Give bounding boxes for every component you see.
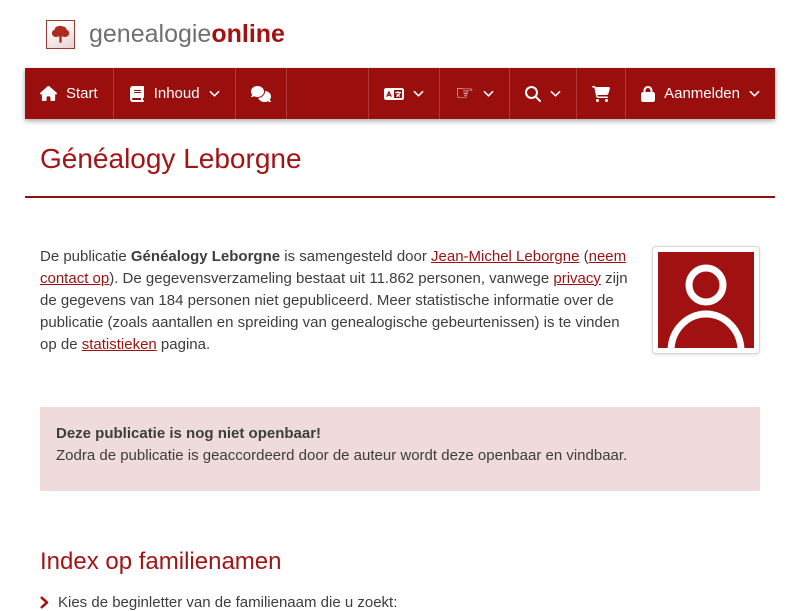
intro-text-segment: is samengesteld door — [280, 247, 432, 265]
brand-name — [89, 20, 285, 49]
not-public-notice — [40, 407, 760, 491]
title-divider — [25, 196, 775, 198]
brand-logo-link[interactable] — [46, 20, 285, 49]
book-icon — [129, 86, 145, 102]
intro-text-segment: De publicatie — [40, 247, 131, 265]
author-link[interactable]: Jean-Michel Leborgne — [431, 247, 580, 265]
surname-index-heading: Index op familienamen — [40, 547, 282, 575]
brand-name-gray: genealogie — [89, 19, 212, 48]
nav-aanmelden-label: Aanmelden — [664, 85, 740, 102]
main-nav — [25, 68, 775, 119]
nav-shop[interactable] — [576, 68, 625, 119]
brand-name-red: online — [211, 19, 285, 48]
surname-index-prompt-text: Kies de beginletter van de familienaam die u zoekt: — [58, 594, 398, 611]
nav-inhoud-label: Inhoud — [153, 85, 200, 102]
chevron-down-icon — [209, 90, 220, 98]
intro-text-segment: pagina. — [156, 335, 211, 353]
person-icon — [658, 252, 754, 348]
chevron-down-icon — [413, 90, 424, 98]
privacy-link[interactable]: privacy — [553, 269, 601, 287]
surname-index-prompt — [40, 594, 760, 611]
nav-aanmelden[interactable] — [625, 68, 775, 119]
home-icon — [40, 85, 57, 102]
statistics-link[interactable]: statistieken — [81, 335, 157, 353]
lock-icon — [641, 86, 655, 102]
chevron-down-icon — [550, 90, 561, 98]
publication-name: Généalogy Leborgne — [130, 247, 281, 265]
chevron-down-icon — [483, 90, 494, 98]
nav-spacer — [287, 68, 369, 119]
intro-text-segment: ). De gegevensverzameling bestaat uit 11.862 personen, vanwege — [109, 269, 554, 287]
notice-body: Zodra de publicatie is geaccordeerd door de auteur wordt deze openbaar en vindbaar. — [56, 446, 628, 464]
nav-start[interactable] — [25, 68, 113, 119]
notice-title: Deze publicatie is nog niet openbaar! — [56, 424, 322, 442]
tree-icon — [46, 20, 75, 49]
nav-language[interactable] — [368, 68, 439, 119]
chevron-right-icon — [40, 596, 49, 609]
cart-icon — [592, 86, 610, 102]
intro-text-segment: ( — [579, 247, 589, 265]
chevron-down-icon — [749, 90, 760, 98]
page-title: Généalogy Leborgne — [40, 143, 302, 174]
nav-inhoud[interactable] — [113, 68, 235, 119]
language-icon — [384, 86, 404, 102]
search-icon — [525, 86, 541, 102]
nav-search[interactable] — [509, 68, 576, 119]
nav-feedback[interactable] — [235, 68, 287, 119]
publication-avatar — [652, 246, 760, 354]
page-root — [25, 0, 775, 611]
intro-text-segment: zijn de gegevens van 184 personen niet gepubliceerd. Meer statistische informatie over de publicatie (zoals aantallen en spreiding van genealogische gebeurtenissen) is te vinden op de — [40, 269, 628, 353]
nav-start-label: Start — [66, 85, 98, 102]
nav-recommend[interactable] — [439, 68, 509, 119]
intro-section — [40, 246, 760, 358]
contact-link[interactable]: neem contact op — [40, 247, 627, 287]
site-header — [25, 0, 775, 68]
hand-point-right-icon: ☞ — [455, 82, 475, 105]
comments-icon — [251, 86, 271, 102]
main-content — [25, 144, 775, 611]
